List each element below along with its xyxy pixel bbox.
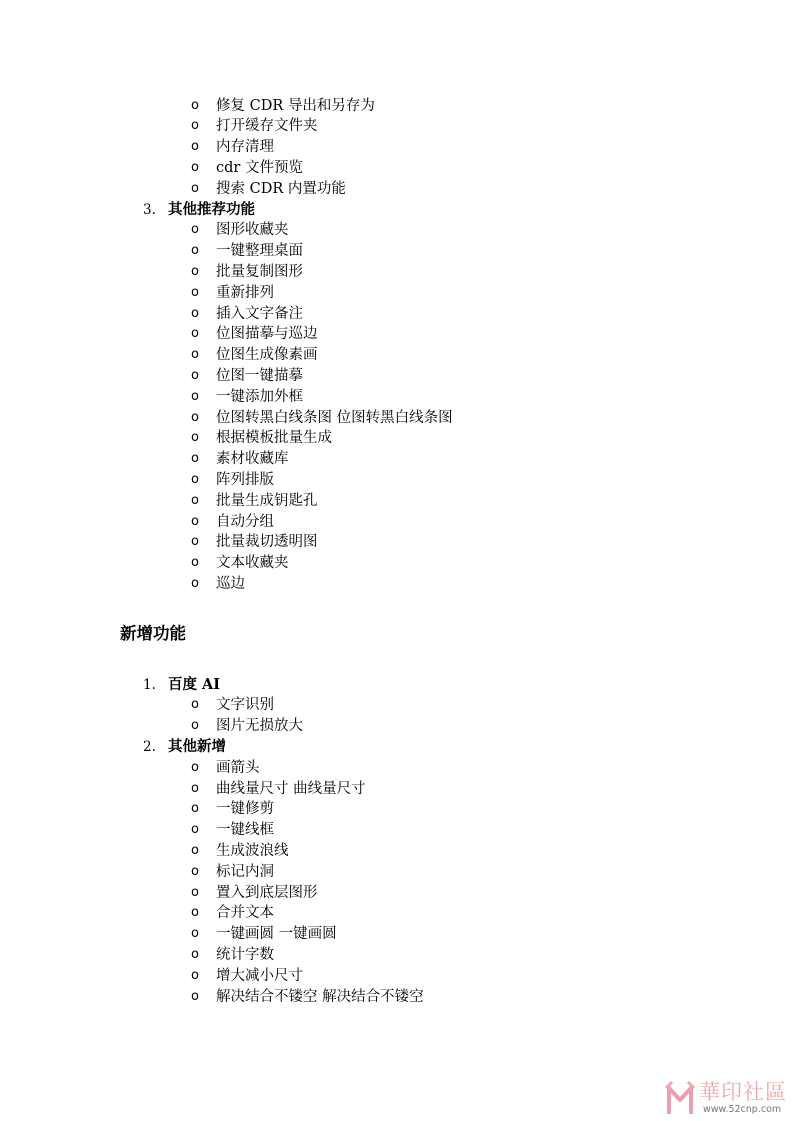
section-title: 新增功能 xyxy=(120,624,186,643)
list-item-text: 重新排列 xyxy=(216,284,274,301)
list-item-text: 批量生成钥匙孔 xyxy=(216,492,318,509)
list-item-text: 内存清理 xyxy=(216,139,274,156)
bullet-marker: o xyxy=(191,347,199,363)
list-heading: 其他推荐功能 xyxy=(168,200,255,218)
bullet-marker: o xyxy=(191,822,199,838)
list-item-text: 位图转黑白线条图 位图转黑白线条图 xyxy=(216,409,453,426)
bullet-marker: o xyxy=(191,305,199,321)
list-item xyxy=(0,987,793,1008)
list-item-text: 一键整理桌面 xyxy=(216,243,303,260)
numbered-section-baidu-ai xyxy=(0,675,793,737)
list-item-text: 根据模板批量生成 xyxy=(216,430,332,447)
bullet-marker: o xyxy=(191,263,199,279)
list-item xyxy=(0,820,793,841)
bullet-marker: o xyxy=(191,97,199,113)
list-item-text: 置入到底层图形 xyxy=(216,884,318,901)
list-item xyxy=(0,883,793,904)
list-item xyxy=(0,574,793,595)
list-item xyxy=(0,924,793,945)
sub-list-continued xyxy=(0,96,793,200)
watermark-url: www.52cnp.com xyxy=(703,1104,782,1115)
bullet-marker: o xyxy=(191,388,199,404)
list-item xyxy=(0,716,793,737)
list-item xyxy=(0,137,793,158)
list-item-text: 插入文字备注 xyxy=(216,305,303,322)
list-item-text: 阵列排版 xyxy=(216,471,274,488)
bullet-marker: o xyxy=(191,718,199,734)
bullet-marker: o xyxy=(191,243,199,259)
bullet-marker: o xyxy=(191,884,199,900)
list-item xyxy=(0,966,793,987)
bullet-marker: o xyxy=(191,863,199,879)
list-item-text: 合并文本 xyxy=(216,905,274,922)
list-item xyxy=(0,799,793,820)
list-item xyxy=(0,96,793,117)
bullet-marker: o xyxy=(191,988,199,1004)
watermark-text: 華印社區 xyxy=(699,1080,787,1104)
list-item-text: 一键修剪 xyxy=(216,801,274,818)
list-item xyxy=(0,220,793,241)
bullet-marker: o xyxy=(191,842,199,858)
list-item-text: 曲线量尺寸 曲线量尺寸 xyxy=(216,780,366,797)
list-item xyxy=(0,283,793,304)
list-item xyxy=(0,841,793,862)
list-item-text: 位图生成像素画 xyxy=(216,347,318,364)
bullet-marker: o xyxy=(191,967,199,983)
list-item-text: 素材收藏库 xyxy=(216,451,289,468)
numbered-heading xyxy=(0,737,793,758)
list-item xyxy=(0,553,793,574)
bullet-marker: o xyxy=(191,326,199,342)
list-item-text: 位图描摹与巡边 xyxy=(216,326,318,343)
list-item xyxy=(0,532,793,553)
list-item-text: 打开缓存文件夹 xyxy=(216,118,318,135)
list-item xyxy=(0,262,793,283)
list-item xyxy=(0,470,793,491)
list-item xyxy=(0,945,793,966)
list-item xyxy=(0,862,793,883)
list-item-text: 增大减小尺寸 xyxy=(216,967,303,984)
bullet-marker: o xyxy=(191,180,199,196)
bullet-marker: o xyxy=(191,575,199,591)
list-item xyxy=(0,366,793,387)
watermark-logo-icon xyxy=(663,1080,697,1116)
list-item xyxy=(0,304,793,325)
numbered-section-other-new xyxy=(0,737,793,1007)
numbered-heading xyxy=(0,200,793,221)
numbered-section-other-recommended xyxy=(0,200,793,595)
bullet-marker: o xyxy=(191,222,199,238)
list-item xyxy=(0,387,793,408)
bullet-marker: o xyxy=(191,946,199,962)
list-item-text: 画箭头 xyxy=(216,759,260,776)
list-item-text: 批量复制图形 xyxy=(216,263,303,280)
list-number: 2. xyxy=(143,739,156,755)
list-item-text: 文字识别 xyxy=(216,697,274,714)
list-item xyxy=(0,758,793,779)
bullet-marker: o xyxy=(191,492,199,508)
list-item-text: 一键添加外框 xyxy=(216,388,303,405)
list-item-text: 图形收藏夹 xyxy=(216,222,289,239)
bullet-marker: o xyxy=(191,780,199,796)
bullet-marker: o xyxy=(191,284,199,300)
list-item xyxy=(0,512,793,533)
list-item-text: 一键线框 xyxy=(216,822,274,839)
list-item-text: 修复 CDR 导出和另存为 xyxy=(216,97,375,114)
list-item xyxy=(0,449,793,470)
bullet-marker: o xyxy=(191,801,199,817)
bullet-marker: o xyxy=(191,409,199,425)
bullet-marker: o xyxy=(191,555,199,571)
list-item-text: 文本收藏夹 xyxy=(216,555,289,572)
list-item-text: 批量裁切透明图 xyxy=(216,534,318,551)
bullet-marker: o xyxy=(191,430,199,446)
list-item xyxy=(0,695,793,716)
list-item-text: 巡边 xyxy=(216,575,245,592)
list-item xyxy=(0,158,793,179)
list-item xyxy=(0,779,793,800)
list-number: 1. xyxy=(143,676,156,693)
list-heading: 其他新增 xyxy=(168,738,226,755)
bullet-marker: o xyxy=(191,367,199,383)
bullet-marker: o xyxy=(191,118,199,134)
watermark xyxy=(663,1080,791,1118)
list-item-text: 一键画圆 一键画圆 xyxy=(216,926,337,943)
list-item-text: 解决结合不镂空 解决结合不镂空 xyxy=(216,988,424,1005)
list-item xyxy=(0,241,793,262)
list-item xyxy=(0,491,793,512)
numbered-heading xyxy=(0,675,793,696)
bullet-marker: o xyxy=(191,139,199,155)
list-item-text: 标记内洞 xyxy=(216,863,274,880)
bullet-marker: o xyxy=(191,905,199,921)
list-item xyxy=(0,324,793,345)
bullet-marker: o xyxy=(191,926,199,942)
list-item-text: 图片无损放大 xyxy=(216,718,303,735)
list-item-text: 生成波浪线 xyxy=(216,842,289,859)
bullet-marker: o xyxy=(191,451,199,467)
list-item-text: 位图一键描摹 xyxy=(216,367,303,384)
list-item-text: 统计字数 xyxy=(216,946,274,963)
list-item-text: 自动分组 xyxy=(216,513,274,530)
list-item xyxy=(0,179,793,200)
list-number: 3. xyxy=(143,201,156,218)
list-item xyxy=(0,428,793,449)
list-item xyxy=(0,408,793,429)
list-item-text: cdr 文件预览 xyxy=(216,159,303,176)
list-item-text: 搜索 CDR 内置功能 xyxy=(216,180,346,197)
bullet-marker: o xyxy=(191,159,199,175)
bullet-marker: o xyxy=(191,759,199,775)
bullet-marker: o xyxy=(191,697,199,713)
list-item xyxy=(0,345,793,366)
list-heading: 百度 AI xyxy=(168,675,221,693)
bullet-marker: o xyxy=(191,534,199,550)
bullet-marker: o xyxy=(191,513,199,529)
list-item xyxy=(0,903,793,924)
bullet-marker: o xyxy=(191,471,199,487)
list-item xyxy=(0,116,793,137)
